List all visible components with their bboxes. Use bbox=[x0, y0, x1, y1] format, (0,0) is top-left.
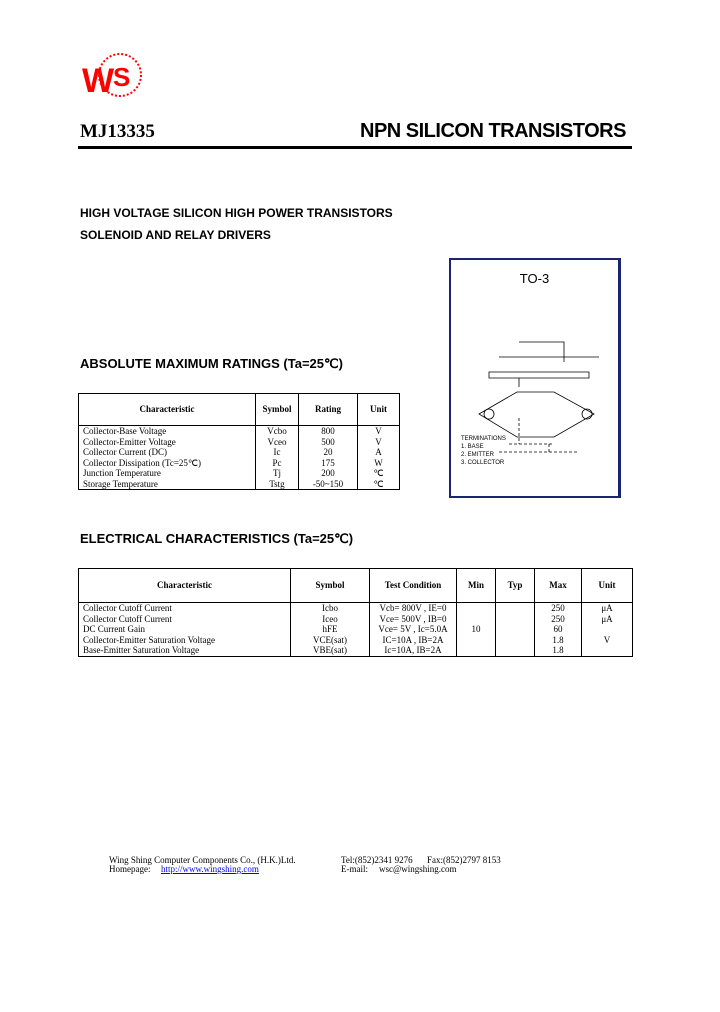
column-header: Unit bbox=[582, 569, 633, 603]
table-cell: VCE(sat) bbox=[291, 635, 370, 646]
table-cell bbox=[457, 635, 496, 646]
electrical-heading: ELECTRICAL CHARACTERISTICS (Ta=25℃) bbox=[80, 531, 354, 546]
table-cell: μA bbox=[582, 614, 633, 625]
table-row bbox=[79, 614, 633, 625]
table-cell: A bbox=[358, 447, 400, 458]
table-cell: IC=10A , IB=2A bbox=[370, 635, 457, 646]
table-cell: Base-Emitter Saturation Voltage bbox=[79, 645, 291, 656]
fax: Fax:(852)2797 8153 bbox=[427, 855, 501, 865]
table-cell: Collector-Emitter Saturation Voltage bbox=[79, 635, 291, 646]
column-header: Test Condition bbox=[370, 569, 457, 603]
table-cell bbox=[496, 614, 535, 625]
table-cell: DC Current Gain bbox=[79, 624, 291, 635]
column-header: Unit bbox=[358, 394, 400, 426]
table-cell: 200 bbox=[299, 468, 358, 479]
electrical-characteristics-table bbox=[78, 568, 633, 657]
svg-text:TERMINATIONS: TERMINATIONS bbox=[461, 436, 506, 442]
table-cell bbox=[457, 614, 496, 625]
svg-text:3. COLLECTOR: 3. COLLECTOR bbox=[461, 460, 505, 466]
svg-text:1. BASE: 1. BASE bbox=[461, 444, 484, 450]
subtitle: HIGH VOLTAGE SILICON HIGH POWER TRANSISTORS bbox=[80, 206, 393, 220]
table-cell: Collector-Emitter Voltage bbox=[79, 437, 256, 448]
subtitle: SOLENOID AND RELAY DRIVERS bbox=[80, 228, 271, 242]
table-cell: Icbo bbox=[291, 603, 370, 614]
homepage-label: Homepage: bbox=[109, 864, 151, 874]
column-header: Min bbox=[457, 569, 496, 603]
table-cell: Vcbo bbox=[256, 426, 299, 437]
table-cell: hFE bbox=[291, 624, 370, 635]
column-header: Rating bbox=[299, 394, 358, 426]
table-cell: Collector Cutoff Current bbox=[79, 614, 291, 625]
table-row bbox=[79, 645, 633, 656]
table-cell bbox=[496, 635, 535, 646]
table-cell bbox=[496, 603, 535, 614]
table-row bbox=[79, 458, 400, 469]
package-outline-drawing bbox=[459, 332, 609, 472]
svg-text:S: S bbox=[113, 62, 131, 92]
table-cell: Tj bbox=[256, 468, 299, 479]
table-cell: 175 bbox=[299, 458, 358, 469]
table-cell: Storage Temperature bbox=[79, 479, 256, 490]
package-name: TO-3 bbox=[519, 271, 550, 286]
table-row bbox=[79, 468, 400, 479]
table-cell bbox=[582, 645, 633, 656]
table-cell bbox=[457, 645, 496, 656]
table-cell: Ic bbox=[256, 447, 299, 458]
document-title: NPN SILICON TRANSISTORS bbox=[360, 120, 626, 142]
table-cell: ℃ bbox=[358, 468, 400, 479]
table-cell: Collector Current (DC) bbox=[79, 447, 256, 458]
table-cell: Pc bbox=[256, 458, 299, 469]
table-cell: 250 bbox=[535, 614, 582, 625]
table-cell: Collector Cutoff Current bbox=[79, 603, 291, 614]
table-row bbox=[79, 624, 633, 635]
table-row bbox=[79, 603, 633, 614]
table-cell: μA bbox=[582, 603, 633, 614]
absolute-max-ratings-table bbox=[78, 393, 400, 490]
table-cell: -50~150 bbox=[299, 479, 358, 490]
column-header: Characteristic bbox=[79, 569, 291, 603]
table-row bbox=[79, 447, 400, 458]
ws-logo bbox=[80, 50, 144, 100]
table-cell: VBE(sat) bbox=[291, 645, 370, 656]
table-row bbox=[79, 635, 633, 646]
table-cell: 20 bbox=[299, 447, 358, 458]
column-header: Typ bbox=[496, 569, 535, 603]
table-cell: V bbox=[358, 437, 400, 448]
email: wsc@wingshing.com bbox=[379, 864, 457, 874]
table-cell: Junction Temperature bbox=[79, 468, 256, 479]
column-header: Symbol bbox=[256, 394, 299, 426]
header-rule bbox=[78, 146, 632, 149]
company-name: Wing Shing Computer Components Co., (H.K.)Ltd. bbox=[109, 855, 296, 865]
table-cell: W bbox=[358, 458, 400, 469]
table-header-row bbox=[79, 394, 400, 426]
table-cell: Vceo bbox=[256, 437, 299, 448]
table-header-row bbox=[79, 569, 633, 603]
table-row bbox=[79, 479, 400, 490]
homepage-link[interactable]: http://www.wingshing.com bbox=[161, 864, 259, 874]
column-header: Characteristic bbox=[79, 394, 256, 426]
table-row bbox=[79, 426, 400, 437]
table-cell: Tstg bbox=[256, 479, 299, 490]
column-header: Max bbox=[535, 569, 582, 603]
table-cell: Iceo bbox=[291, 614, 370, 625]
table-cell: 800 bbox=[299, 426, 358, 437]
table-cell: 250 bbox=[535, 603, 582, 614]
table-cell: 1.8 bbox=[535, 645, 582, 656]
table-cell bbox=[496, 645, 535, 656]
table-cell: Collector-Base Voltage bbox=[79, 426, 256, 437]
telephone: Tel:(852)2341 9276 bbox=[341, 855, 413, 865]
table-cell bbox=[582, 624, 633, 635]
package-box bbox=[449, 258, 621, 498]
column-header: Symbol bbox=[291, 569, 370, 603]
table-cell: Collector Dissipation (Tc=25℃) bbox=[79, 458, 256, 469]
table-cell: Vce= 500V , IB=0 bbox=[370, 614, 457, 625]
part-number: MJ13335 bbox=[80, 121, 155, 142]
svg-text:2. EMITTER: 2. EMITTER bbox=[461, 452, 495, 458]
email-label: E-mail: bbox=[341, 864, 368, 874]
svg-text:W: W bbox=[82, 62, 115, 100]
table-cell: V bbox=[582, 635, 633, 646]
table-cell: 60 bbox=[535, 624, 582, 635]
table-cell: 1.8 bbox=[535, 635, 582, 646]
table-cell: V bbox=[358, 426, 400, 437]
table-cell: 500 bbox=[299, 437, 358, 448]
table-cell: Vce= 5V , Ic=5.0A bbox=[370, 624, 457, 635]
table-cell bbox=[457, 603, 496, 614]
ratings-heading: ABSOLUTE MAXIMUM RATINGS (Ta=25℃) bbox=[80, 356, 343, 371]
table-cell: ℃ bbox=[358, 479, 400, 490]
table-cell: 10 bbox=[457, 624, 496, 635]
table-row bbox=[79, 437, 400, 448]
table-cell bbox=[496, 624, 535, 635]
table-cell: Vcb= 800V , IE=0 bbox=[370, 603, 457, 614]
table-cell: Ic=10A, IB=2A bbox=[370, 645, 457, 656]
